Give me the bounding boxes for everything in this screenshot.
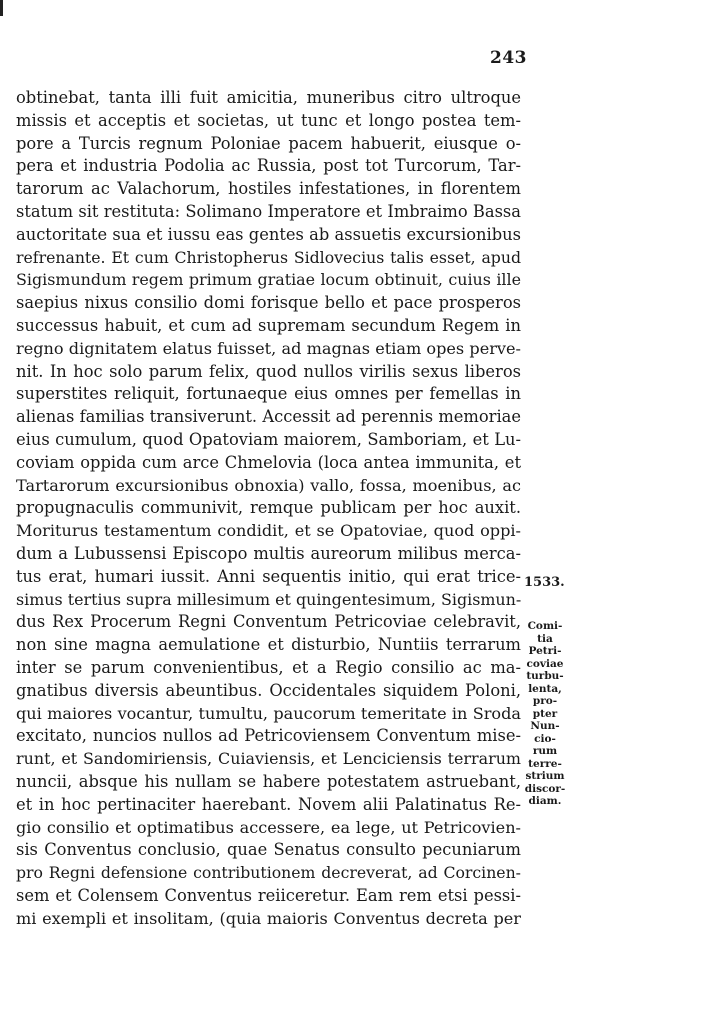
text-line: superstites reliquit, fortunaeque eius omnes per femellas in [16, 384, 521, 404]
text-line: tus erat, humari iussit. Anni sequentis initio, qui erat trice- [16, 566, 521, 586]
margin-year: 1533. [524, 575, 565, 590]
text-line: missis et acceptis et societas, ut tunc et longo postea tem- [16, 110, 521, 130]
text-line: eius cumulum, quod Opatoviam maiorem, Samboriam, et Lu- [16, 429, 521, 449]
text-line: gnatibus diversis abeuntibus. Occidentales siquidem Poloni, [16, 680, 521, 700]
text-line: pore a Turcis regnum Poloniae pacem habuerit, eiusque o- [16, 133, 521, 153]
text-line: mi exempli et insolitam, (quia maioris Conventus decreta per [16, 908, 521, 928]
text-line: Moriturus testamentum condidit, et se Opatoviae, quod oppi- [16, 521, 521, 541]
margin-note-line: pter [532, 707, 558, 720]
text-line: coviam oppida cum arce Chmelovia (loca antea immunita, et [16, 452, 521, 472]
text-line: excitato, nuncios nullos ad Petricoviensem Conventum mise- [16, 726, 521, 746]
text-line: auctoritate sua et iussu eas gentes ab assuetis excursionibus [16, 224, 521, 244]
page-edge-mark [0, 0, 3, 16]
text-line: sis Conventus conclusio, quae Senatus consulto pecuniarum [16, 840, 521, 860]
margin-note-line: diam. [528, 795, 562, 807]
text-line: successus habuit, et cum ad supremam secundum Regem in [16, 315, 521, 335]
text-line: simus tertius supra millesimum et quingentesimum, Sigismun- [16, 589, 522, 609]
margin-note-line: discor- [524, 782, 566, 795]
margin-note-line: rum [532, 745, 558, 757]
text-line: tarorum ac Valachorum, hostiles infestationes, in florentem [16, 179, 521, 199]
text-line: dum a Lubussensi Episcopo multis aureorum milibus merca- [16, 543, 521, 563]
margin-note-line: pro- [532, 695, 558, 707]
text-line: propugnaculis communivit, remque publicam per hoc auxit. [16, 498, 521, 518]
margin-note-line: lenta, [528, 682, 562, 695]
text-line: saepius nixus consilio domi forisque bello et pace prosperos [16, 293, 521, 313]
text-line: et in hoc pertinaciter haerebant. Novem alii Palatinatus Re- [16, 794, 521, 814]
text-line: inter se parum convenientibus, et a Regio consilio ac ma- [16, 657, 521, 677]
margin-note-line: Petri- [528, 645, 562, 657]
margin-note-line: tia [537, 632, 553, 645]
body-text [16, 87, 521, 930]
text-line: pro Regni defensione contributionem decreverat, ad Corcinen- [16, 863, 521, 883]
page-number: 243 [490, 48, 527, 68]
text-line: refrenante. Et cum Christopherus Sidlovecius talis esset, apud [16, 247, 521, 267]
text-line: Tartarorum excursionibus obnoxia) vallo, fossa, moenibus, ac [16, 475, 521, 495]
margin-note-line: cio- [534, 732, 556, 745]
text-line: Sigismundum regem primum gratiae locum obtinuit, cuius ille [16, 270, 521, 290]
text-line: obtinebat, tanta illi fuit amicitia, muneribus citro ultroque [16, 88, 521, 107]
text-line: sem et Colensem Conventus reiiceretur. Eam rem etsi pessi- [16, 885, 521, 905]
margin-note-line: Nun- [530, 720, 560, 732]
text-line: qui maiores vocantur, tumultu, paucorum temeritate in Sroda [16, 703, 521, 723]
text-line: runt, et Sandomiriensis, Cuiaviensis, et Lenciciensis terrarum [16, 749, 521, 769]
text-line: dus Rex Procerum Regni Conventum Petricoviae celebravit, [16, 612, 521, 632]
margin-note-line: terre- [528, 757, 562, 770]
margin-note-line: Comi- [527, 620, 563, 632]
margin-note-line: coviae [526, 657, 564, 670]
text-line: gio consilio et optimatibus accessere, ea lege, ut Petricovien- [16, 817, 521, 837]
text-line: alienas familias transiverunt. Accessit ad perennis memoriae [16, 407, 521, 427]
text-line: nit. In hoc solo parum felix, quod nullos virilis sexus liberos [16, 361, 521, 381]
margin-note [523, 620, 567, 808]
text-line: pera et industria Podolia ac Russia, post tot Turcorum, Tar- [16, 156, 521, 176]
text-line: regno dignitatem elatus fuisset, ad magnas etiam opes perve- [16, 338, 521, 358]
margin-note-line: turbu- [526, 670, 564, 682]
text-line: statum sit restituta: Solimano Imperatore et Imbraimo Bassa [16, 201, 521, 221]
margin-note-line: strium [525, 770, 565, 782]
text-line: nuncii, absque his nullam se habere potestatem astruebant, [16, 771, 521, 791]
text-line: non sine magna aemulatione et disturbio, Nuntiis terrarum [16, 635, 521, 655]
